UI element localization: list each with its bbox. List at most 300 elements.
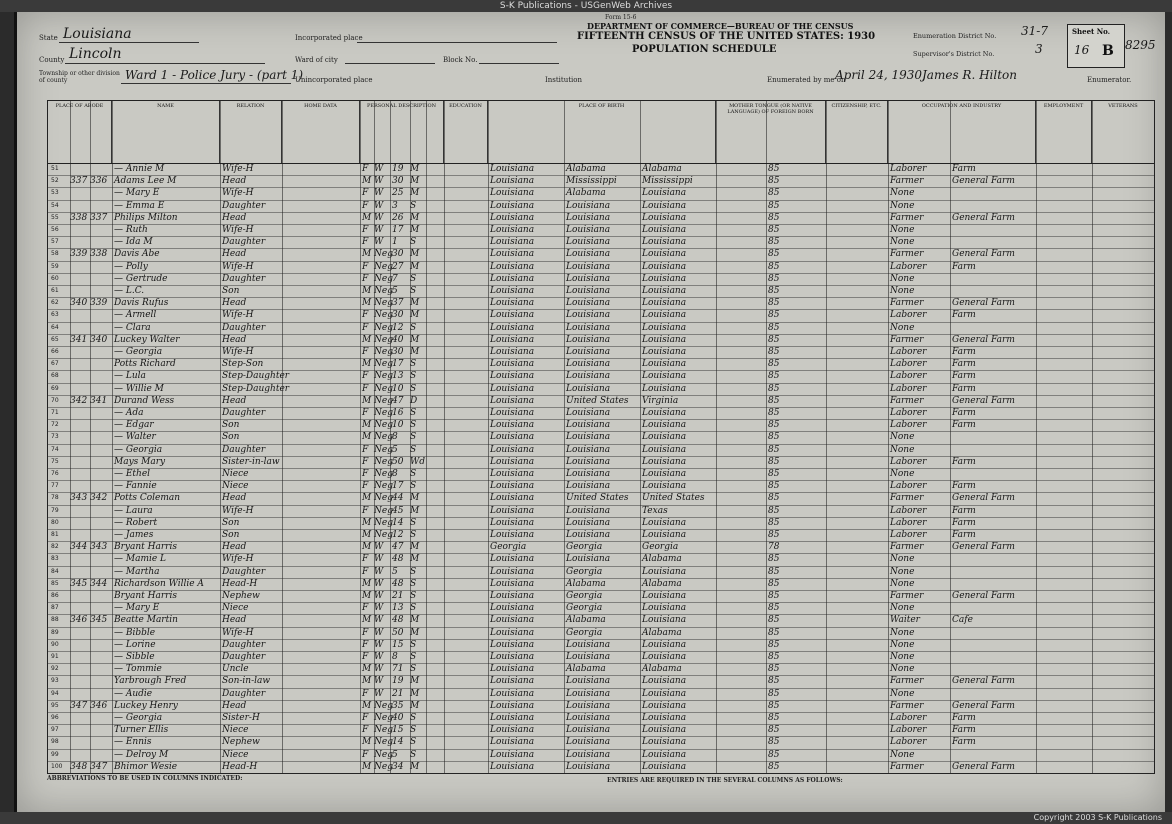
cell-dwelling	[70, 456, 90, 468]
cell-mother: Louisiana	[642, 383, 687, 394]
header-employment: EMPLOYMENT	[1036, 101, 1092, 163]
cell-occupation: Laborer	[890, 505, 927, 516]
line-number: 57	[51, 238, 59, 246]
cell-father: Louisiana	[566, 481, 611, 492]
column-rule	[90, 101, 91, 773]
sheet-label: Sheet No.	[1072, 27, 1111, 36]
cell-industry: Farm	[952, 383, 976, 394]
cell-race: Neg	[374, 273, 393, 284]
schedule-subtitle: POPULATION SCHEDULE	[632, 44, 777, 55]
cell-birth: Louisiana	[490, 578, 535, 589]
cell-age: 26	[392, 212, 404, 223]
cell-occupation: Waiter	[890, 615, 920, 626]
cell-occupation: None	[890, 652, 915, 662]
cell-age: 34	[392, 761, 404, 772]
cell-family	[90, 627, 110, 639]
column-rule	[888, 101, 889, 773]
cell-mother: Virginia	[642, 395, 679, 406]
cell-relation: Son-in-law	[222, 676, 271, 687]
line-number: 86	[51, 592, 59, 599]
cell-occupation: Laborer	[890, 347, 927, 357]
cell-family: 337	[90, 212, 108, 223]
cell-father: Louisiana	[566, 505, 611, 516]
table-row	[48, 212, 1154, 225]
line-number: 64	[51, 323, 59, 331]
cell-industry	[952, 322, 1028, 334]
cell-father: Georgia	[566, 591, 603, 601]
cell-name: — Ennis	[114, 737, 152, 748]
line-number: 100	[51, 762, 63, 770]
cell-family	[90, 236, 110, 248]
line-number: 59	[51, 262, 59, 270]
cell-code: 85	[768, 481, 780, 492]
cell-occupation: Laborer	[890, 737, 927, 748]
cell-family	[90, 200, 110, 212]
cell-race: W	[374, 542, 384, 553]
cell-relation: Son	[222, 432, 240, 443]
cell-mother: Louisiana	[642, 615, 687, 626]
cell-father: Louisiana	[566, 359, 611, 370]
column-rule	[766, 101, 767, 773]
cell-birth: Louisiana	[490, 249, 535, 260]
cell-birth: Louisiana	[490, 420, 535, 431]
cell-sex: F	[362, 225, 369, 235]
cell-family	[90, 444, 110, 456]
cell-age: 14	[392, 737, 404, 748]
column-rule	[950, 101, 951, 773]
cell-sex: F	[362, 200, 369, 211]
cell-sex: F	[362, 408, 369, 418]
header-personal-description: PERSONAL DESCRIPTION	[360, 101, 444, 163]
cell-mother: Louisiana	[642, 188, 687, 199]
cell-name: — Delroy M	[114, 749, 169, 760]
block-label: Block No.	[443, 56, 478, 64]
cell-occupation: None	[890, 603, 915, 614]
cell-mother: Louisiana	[642, 603, 687, 614]
cell-birth: Louisiana	[490, 761, 535, 772]
cell-birth: Louisiana	[490, 176, 535, 187]
cell-father: Mississippi	[566, 176, 617, 187]
cell-occupation: Laborer	[890, 408, 927, 418]
cell-father: Louisiana	[566, 713, 611, 723]
cell-sex: F	[362, 688, 369, 699]
cell-family	[90, 529, 110, 541]
cell-name: — Annie M	[114, 164, 165, 174]
cell-sex: F	[362, 713, 369, 723]
cell-marital: S	[410, 481, 417, 492]
cell-industry: Farm	[952, 420, 976, 431]
cell-name: Turner Ellis	[114, 725, 169, 736]
cell-sex: F	[362, 444, 369, 455]
cell-name: — Lorine	[114, 639, 156, 650]
cell-sex: M	[362, 249, 372, 260]
cell-sex: M	[362, 359, 372, 370]
cell-sex: M	[362, 664, 372, 675]
cell-family	[90, 688, 110, 700]
cell-age: 17	[392, 225, 404, 235]
cell-dwelling	[70, 370, 90, 382]
cell-family	[90, 431, 110, 443]
cell-family	[90, 736, 110, 748]
cell-birth: Louisiana	[490, 481, 535, 492]
cell-marital: M	[410, 212, 420, 223]
cell-dwelling: 347	[70, 700, 88, 711]
cell-dwelling: 346	[70, 615, 88, 626]
archive-stamp: 8295	[1125, 38, 1156, 52]
cell-dwelling	[70, 236, 90, 248]
cell-mother: Louisiana	[642, 322, 687, 333]
cell-code: 85	[768, 212, 780, 223]
cell-family	[90, 187, 110, 199]
cell-sex: M	[362, 493, 372, 504]
cell-birth: Louisiana	[490, 273, 535, 284]
cell-relation: Head	[222, 334, 247, 345]
cell-marital: S	[410, 322, 417, 333]
table-row	[48, 444, 1154, 457]
cell-race: Neg	[374, 322, 393, 333]
line-number: 79	[51, 506, 59, 514]
cell-race: W	[374, 603, 384, 614]
cell-father: Louisiana	[566, 420, 611, 431]
cell-race: Neg	[374, 713, 393, 723]
cell-dwelling	[70, 273, 90, 285]
line-number: 91	[51, 653, 59, 660]
cell-birth: Louisiana	[490, 517, 535, 528]
cell-relation: Wife-H	[222, 554, 254, 565]
cell-code: 85	[768, 371, 780, 382]
cell-occupation: Laborer	[890, 383, 927, 394]
cell-sex: F	[362, 554, 369, 565]
cell-age: 3	[392, 200, 398, 211]
cell-race: Neg	[374, 444, 393, 455]
cell-marital: M	[410, 334, 420, 345]
cell-marital: S	[410, 444, 417, 455]
cell-race: Neg	[374, 347, 393, 357]
cell-industry: General Farm	[952, 334, 1015, 345]
cell-sex: M	[362, 286, 372, 296]
cell-marital: M	[410, 310, 420, 321]
cell-race: W	[374, 639, 384, 650]
cell-dwelling	[70, 383, 90, 395]
cell-code: 78	[768, 542, 780, 553]
cell-race: Neg	[374, 383, 393, 394]
cell-name: — Mary E	[114, 603, 160, 614]
cell-marital: M	[410, 249, 420, 260]
cell-marital: Wd	[410, 456, 426, 467]
cell-family	[90, 383, 110, 395]
cell-birth: Louisiana	[490, 505, 535, 516]
cell-birth: Louisiana	[490, 554, 535, 565]
cell-relation: Daughter	[222, 688, 266, 699]
table-row	[48, 395, 1154, 408]
cell-relation: Wife-H	[222, 188, 254, 199]
cell-dwelling	[70, 749, 90, 761]
cell-father: Louisiana	[566, 469, 611, 479]
cell-occupation: None	[890, 749, 915, 760]
cell-sex: F	[362, 481, 369, 492]
cell-father: Louisiana	[566, 408, 611, 418]
line-number: 74	[51, 445, 59, 453]
cell-dwelling	[70, 675, 90, 687]
line-number: 76	[51, 470, 59, 477]
cell-age: 27	[392, 261, 404, 272]
cell-relation: Daughter	[222, 639, 266, 650]
cell-name: — Edgar	[114, 420, 154, 431]
cell-race: Neg	[374, 371, 393, 382]
cell-birth: Louisiana	[490, 664, 535, 675]
cell-marital: M	[410, 676, 420, 687]
cell-father: Louisiana	[566, 200, 611, 211]
cell-father: Louisiana	[566, 298, 611, 309]
cell-marital: M	[410, 298, 420, 309]
cell-family	[90, 468, 110, 480]
cell-marital: M	[410, 542, 420, 553]
cell-dwelling	[70, 346, 90, 358]
cell-sex: M	[362, 761, 372, 772]
cell-birth: Louisiana	[490, 371, 535, 382]
cell-code: 85	[768, 725, 780, 736]
cell-occupation: Laborer	[890, 261, 927, 272]
header-citizenship: CITIZENSHIP, ETC.	[826, 101, 888, 163]
cell-race: Neg	[374, 761, 393, 772]
cell-marital: S	[410, 713, 417, 723]
cell-race: W	[374, 615, 384, 626]
cell-name: — Gertrude	[114, 273, 168, 284]
township-label: Township or other division of county	[39, 70, 120, 84]
cell-marital: S	[410, 408, 417, 418]
cell-relation: Sister-in-law	[222, 456, 280, 467]
cell-race: W	[374, 212, 384, 223]
table-row	[48, 663, 1154, 676]
cell-industry: Farm	[952, 347, 976, 357]
cell-family	[90, 651, 110, 663]
cell-mother: Alabama	[642, 627, 682, 638]
cell-name: — Armell	[114, 310, 157, 321]
cell-sex: M	[362, 578, 372, 589]
cell-age: 8	[392, 469, 398, 479]
cell-relation: Daughter	[222, 408, 266, 418]
cell-industry: Farm	[952, 505, 976, 516]
line-number: 81	[51, 531, 59, 538]
cell-race: W	[374, 237, 384, 248]
cell-occupation: None	[890, 444, 915, 455]
cell-father: Louisiana	[566, 456, 611, 467]
cell-family: 343	[90, 542, 108, 553]
cell-sex: M	[362, 591, 372, 601]
cell-relation: Head	[222, 176, 247, 187]
cell-sex: M	[362, 420, 372, 431]
cell-mother: Louisiana	[642, 371, 687, 382]
cell-name: — Clara	[114, 322, 151, 333]
cell-name: — Georgia	[114, 444, 163, 455]
cell-family	[90, 419, 110, 431]
cell-marital: S	[410, 359, 417, 370]
cell-race: Neg	[374, 725, 393, 736]
cell-industry: General Farm	[952, 249, 1015, 260]
line-number: 62	[51, 299, 59, 307]
cell-code: 85	[768, 383, 780, 394]
cell-age: 50	[392, 456, 404, 467]
cell-sex: M	[362, 517, 372, 528]
cell-family	[90, 370, 110, 382]
cell-name: — Ada	[114, 408, 144, 418]
header-place-of-abode: PLACE OF ABODE	[48, 101, 112, 163]
cell-family	[90, 163, 110, 175]
table-row	[48, 334, 1154, 347]
cell-occupation: Farmer	[890, 249, 924, 260]
table-row	[48, 675, 1154, 688]
cell-code: 85	[768, 737, 780, 748]
cell-dwelling: 343	[70, 493, 88, 504]
cell-occupation: Laborer	[890, 725, 927, 736]
cell-relation: Head	[222, 493, 247, 504]
header-relation: RELATION	[220, 101, 282, 163]
cell-dwelling	[70, 688, 90, 700]
cell-mother: Louisiana	[642, 688, 687, 699]
cell-age: 17	[392, 359, 404, 370]
cell-sex: F	[362, 725, 369, 736]
cell-father: Louisiana	[566, 554, 611, 565]
cell-sex: M	[362, 737, 372, 748]
cell-relation: Wife-H	[222, 310, 254, 321]
cell-relation: Wife-H	[222, 164, 254, 174]
cell-dwelling: 344	[70, 542, 88, 553]
cell-code: 85	[768, 469, 780, 479]
table-row	[48, 322, 1154, 335]
cell-relation: Daughter	[222, 200, 266, 211]
cell-mother: Mississippi	[642, 176, 693, 187]
column-rule	[410, 101, 411, 773]
sheet-letter: B	[1102, 43, 1114, 59]
table-row	[48, 736, 1154, 749]
cell-relation: Step-Son	[222, 359, 264, 370]
cell-code: 85	[768, 310, 780, 321]
cell-dwelling	[70, 163, 90, 175]
cell-name: Potts Coleman	[114, 493, 181, 504]
cell-father: Louisiana	[566, 273, 611, 284]
cell-age: 14	[392, 517, 404, 528]
cell-code: 85	[768, 652, 780, 662]
cell-dwelling: 345	[70, 578, 88, 589]
enumeration-value: 31-7	[1021, 24, 1048, 38]
cell-dwelling	[70, 261, 90, 273]
cell-marital: S	[410, 603, 417, 614]
cell-mother: Louisiana	[642, 749, 687, 760]
cell-family	[90, 224, 110, 236]
cell-occupation: None	[890, 273, 915, 284]
cell-mother: Louisiana	[642, 286, 687, 296]
cell-father: Louisiana	[566, 700, 611, 711]
cell-code: 85	[768, 493, 780, 504]
cell-birth: Louisiana	[490, 676, 535, 687]
cell-birth: Louisiana	[490, 359, 535, 370]
cell-relation: Niece	[222, 749, 249, 760]
cell-sex: F	[362, 505, 369, 516]
cell-mother: Louisiana	[642, 249, 687, 260]
line-number: 97	[51, 726, 59, 734]
cell-race: Neg	[374, 517, 393, 528]
cell-relation: Head-H	[222, 578, 258, 589]
line-number: 96	[51, 714, 59, 721]
column-rule	[564, 101, 565, 773]
cell-sex: M	[362, 212, 372, 223]
cell-race: Neg	[374, 395, 393, 406]
cell-birth: Louisiana	[490, 591, 535, 601]
cell-family: 341	[90, 395, 108, 406]
cell-relation: Son	[222, 517, 240, 528]
line-number: 61	[51, 287, 59, 294]
cell-occupation: Farmer	[890, 700, 924, 711]
cell-race: W	[374, 225, 384, 235]
state-label: State	[39, 34, 58, 42]
cell-race: W	[374, 578, 384, 589]
cell-relation: Daughter	[222, 322, 266, 333]
cell-birth: Louisiana	[490, 383, 535, 394]
table-row	[48, 492, 1154, 505]
cell-name: — Lula	[114, 371, 146, 382]
cell-industry: General Farm	[952, 298, 1015, 309]
table-row	[48, 480, 1154, 493]
cell-race: W	[374, 591, 384, 601]
cell-occupation: Laborer	[890, 456, 927, 467]
cell-race: Neg	[374, 432, 393, 443]
cell-family: 345	[90, 615, 108, 626]
cell-occupation: None	[890, 322, 915, 333]
cell-race: Neg	[374, 286, 393, 296]
cell-age: 13	[392, 371, 404, 382]
line-number: 68	[51, 372, 59, 380]
cell-code: 85	[768, 676, 780, 687]
cell-dwelling	[70, 200, 90, 212]
cell-dwelling	[70, 224, 90, 236]
cell-family: 346	[90, 700, 108, 711]
cell-sex: M	[362, 176, 372, 187]
cell-sex: F	[362, 469, 369, 479]
cell-marital: S	[410, 383, 417, 394]
cell-father: Louisiana	[566, 530, 611, 540]
cell-occupation: None	[890, 200, 915, 211]
unincorporated-label: Unincorporated place	[295, 76, 373, 84]
line-number: 71	[51, 409, 59, 416]
cell-marital: M	[410, 688, 420, 699]
cell-mother: Louisiana	[642, 432, 687, 443]
line-number: 65	[51, 335, 59, 343]
line-number: 55	[51, 213, 59, 221]
cell-dwelling	[70, 639, 90, 651]
township-value: Ward 1 - Police Jury - (part 1)	[125, 68, 304, 82]
column-rule	[70, 101, 71, 773]
cell-industry: Cafe	[952, 615, 973, 626]
cell-family	[90, 309, 110, 321]
cell-age: 1	[392, 237, 398, 248]
line-number: 92	[51, 665, 59, 673]
cell-father: Louisiana	[566, 212, 611, 223]
cell-code: 85	[768, 334, 780, 345]
cell-industry	[952, 639, 1028, 651]
cell-industry	[952, 236, 1028, 248]
cell-sex: F	[362, 652, 369, 662]
cell-dwelling	[70, 285, 90, 297]
cell-marital: M	[410, 700, 420, 711]
cell-mother: Louisiana	[642, 261, 687, 272]
cell-age: 21	[392, 688, 404, 699]
cell-occupation: Farmer	[890, 176, 924, 187]
cell-occupation: None	[890, 664, 915, 675]
enumeration-label: Enumeration District No.	[913, 32, 997, 40]
line-number: 63	[51, 311, 59, 319]
cell-name: Potts Richard	[114, 359, 176, 370]
cell-sex: M	[362, 542, 372, 553]
